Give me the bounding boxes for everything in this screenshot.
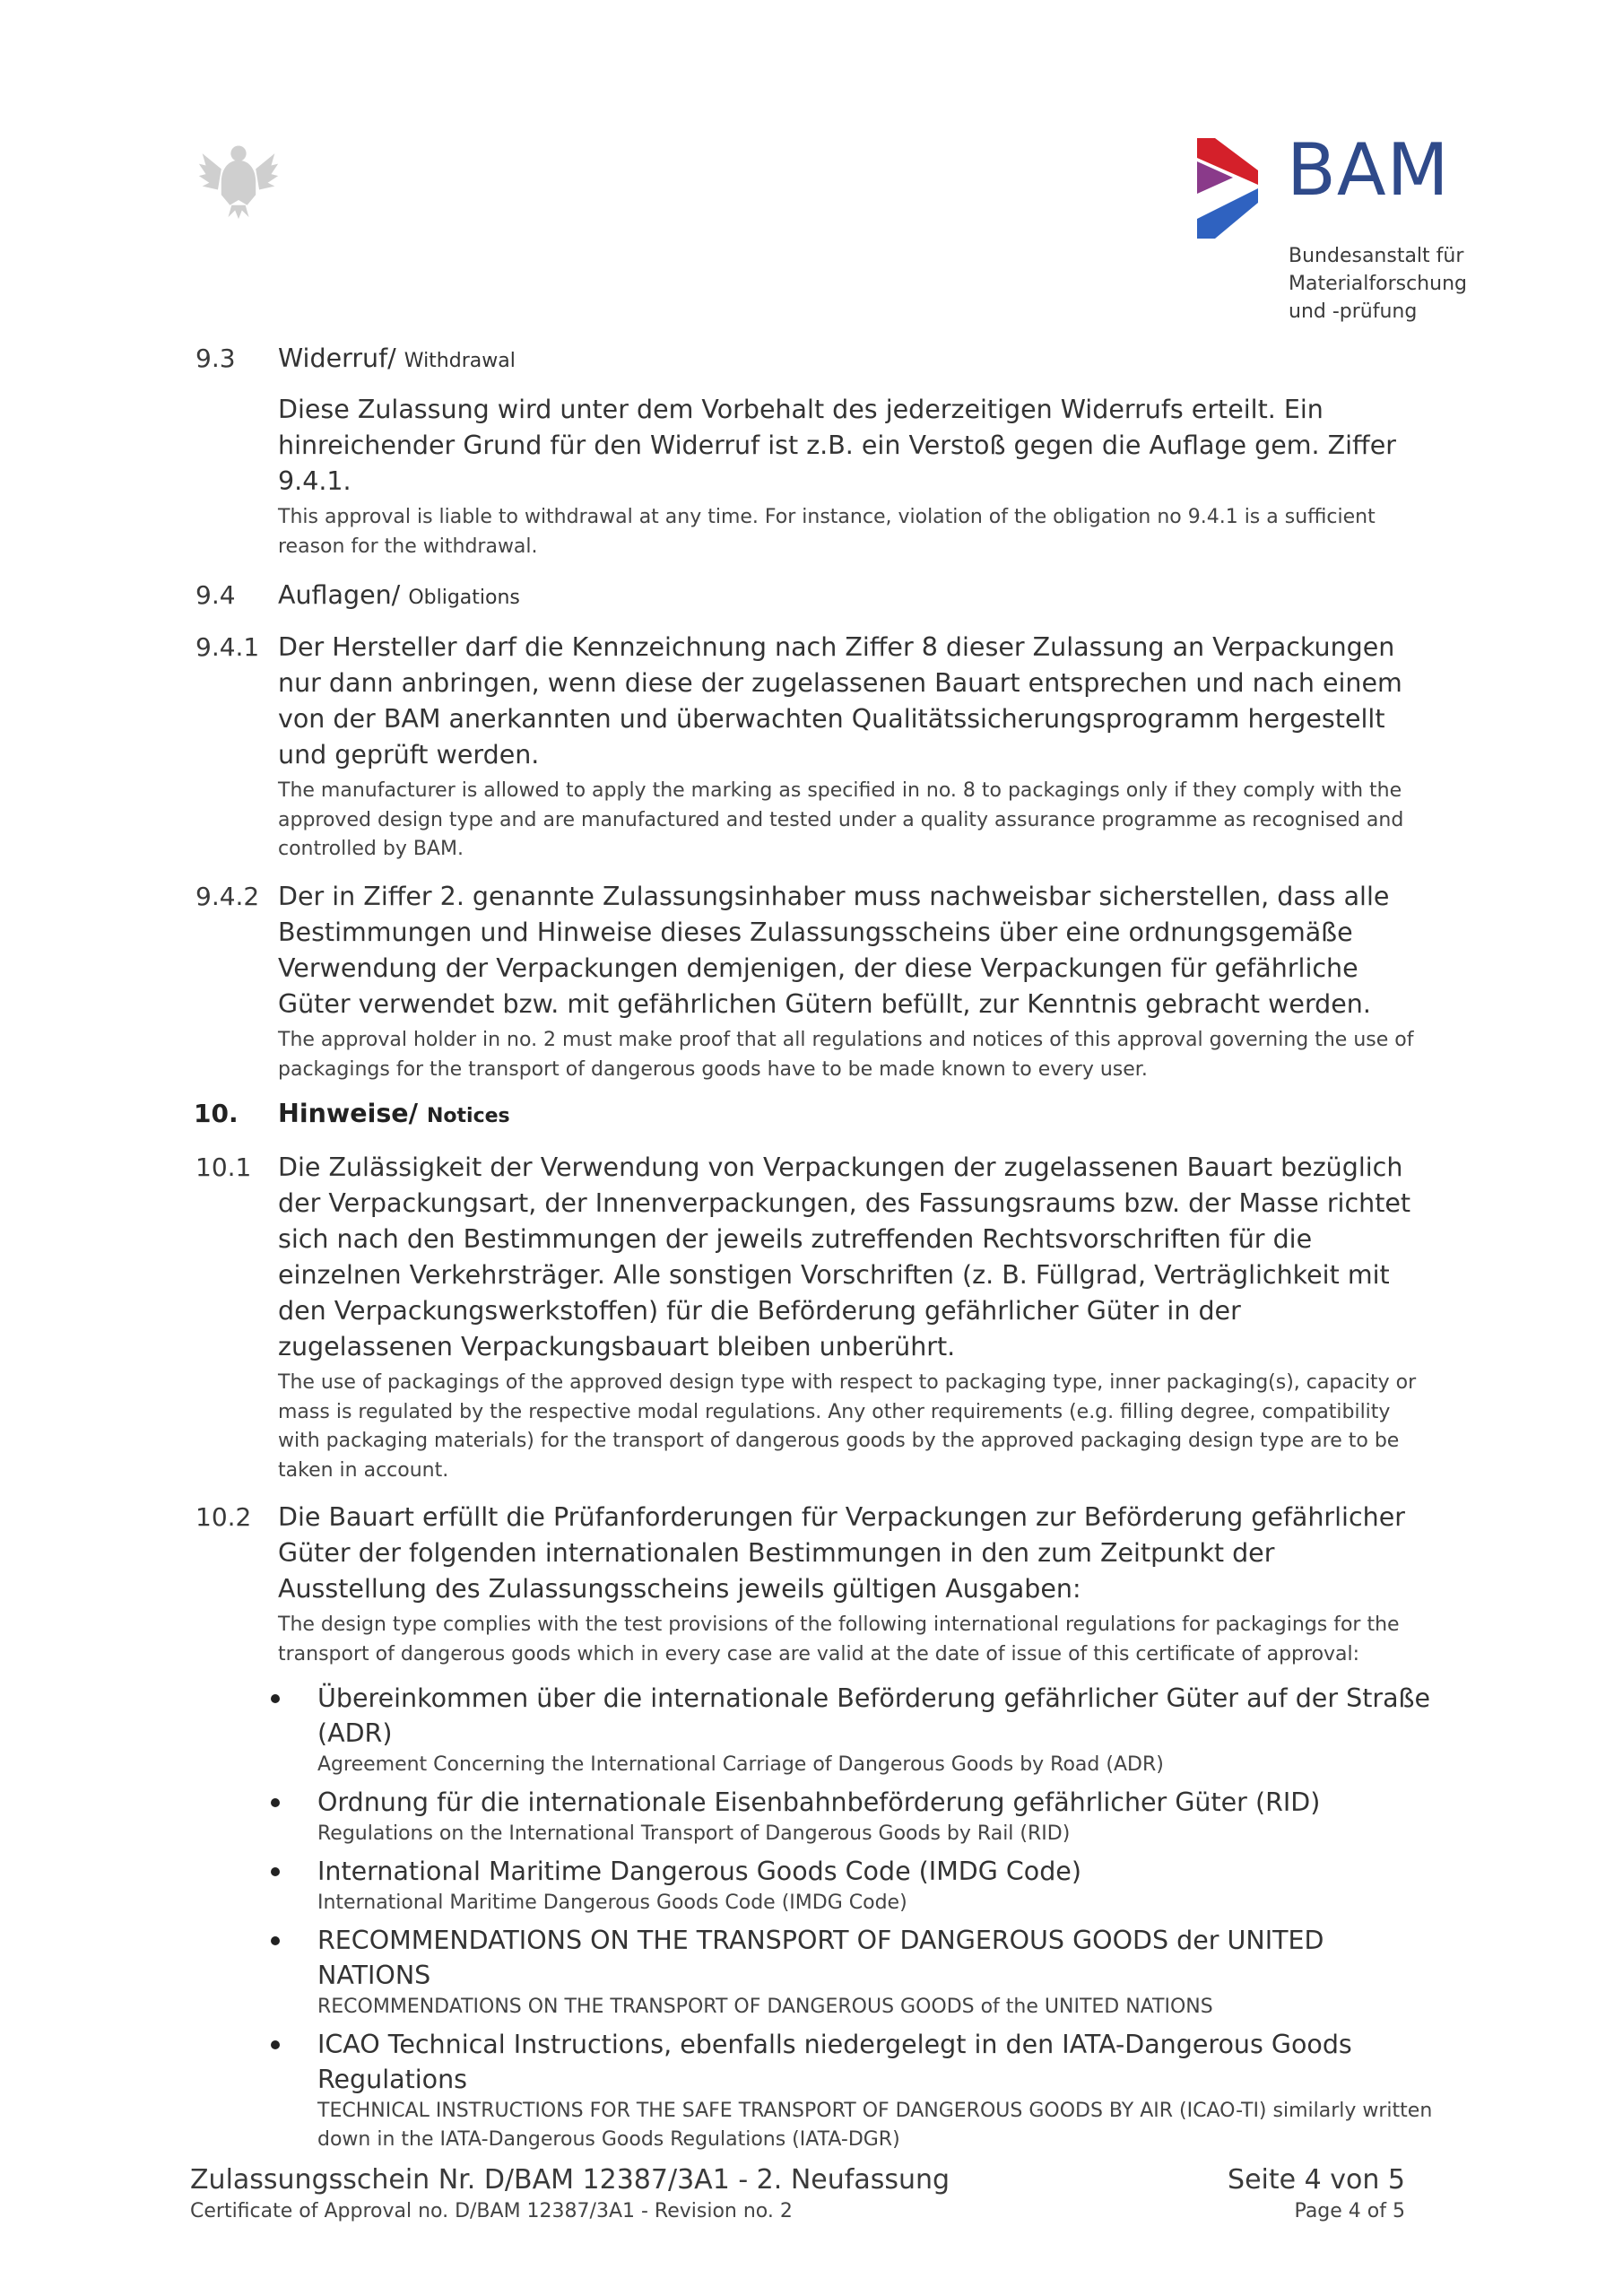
bam-logo xyxy=(1197,128,1610,341)
item-en: Regulations on the International Transport of Dangerous Goods by Rail (RID) xyxy=(317,1822,1071,1845)
section-body xyxy=(278,1096,1417,1135)
bullet-icon xyxy=(271,1867,280,1876)
text-de: Der in Ziffer 2. genannte Zulassungsinhaber muss nachweisbar sicherstellen, dass alle Bestimmungen und Hinweise dieses Zulassungsscheins über eine ordnungsgemäße Verwendung der Verpackungen demjenigen, der diese Verpackungen für gefährliche Güter verwendet bzw. mit gefährlichen Gütern befüllt, zur Kenntnis gebracht werden. xyxy=(278,882,1390,1019)
bullet-icon xyxy=(271,1936,280,1945)
text-de: Diese Zulassung wird unter dem Vorbehalt des jederzeitigen Widerrufs erteilt. Ein hinreichender Grund für den Widerruf ist z.B. ein Verstoß gegen die Auflage gem. Ziffer 9.4.1. xyxy=(278,395,1396,496)
logo-subtitle-line: Bundesanstalt für xyxy=(1289,245,1464,267)
logo-subtitle-line: Materialforschung xyxy=(1289,273,1467,295)
page-number-en: Page 4 of 5 xyxy=(1294,2200,1405,2222)
item-en: International Maritime Dangerous Goods Code (IMDG Code) xyxy=(317,1892,907,1914)
section-number: 9.3 xyxy=(195,344,236,373)
heading-en: Withdrawal xyxy=(404,350,516,372)
logo-text: BAM xyxy=(1287,128,1450,212)
bullet-icon xyxy=(271,1694,280,1703)
text-en: The design type complies with the test provisions of the following international regulations for packagings for the transport of dangerous goods which in every case are valid at the date of issue of this certificate of approval: xyxy=(278,1613,1400,1665)
page-number xyxy=(1228,2163,1405,2226)
section-number: 9.4.1 xyxy=(195,632,260,662)
section-body xyxy=(278,578,1417,616)
section-body xyxy=(278,1500,1417,1669)
section-number: 9.4.2 xyxy=(195,882,260,911)
section-heading xyxy=(278,578,1417,616)
bam-logo-mark-icon xyxy=(1197,138,1260,239)
section-body xyxy=(278,879,1417,1084)
certificate-number-de: Zulassungsschein Nr. D/BAM 12387/3A1 - 2. Neufassung xyxy=(190,2164,950,2196)
heading-en: Obligations xyxy=(408,587,520,609)
item-de: ICAO Technical Instructions, ebenfalls niedergelegt in den IATA-Dangerous Goods Regulations xyxy=(317,2030,1352,2094)
text-de: Der Hersteller darf die Kennzeichnung nach Ziffer 8 dieser Zulassung an Verpackungen nur dann anbringen, wenn diese der zugelassenen Bauart entsprechen und nach einem von der BAM anerkannten und überwachten Qualitätssicherungsprogramm hergestellt und geprüft werden. xyxy=(278,632,1402,770)
text-de: Die Zulässigkeit der Verwendung von Verpackungen der zugelassenen Bauart bezüglich der Verpackungsart, der Innenverpackungen, des Fassungsraums bzw. der Masse richtet sich nach den Bestimmungen der jeweils zutreffenden Rechtsvorschriften für die einzelnen Verkehrsträger. Alle sonstigen Vorschriften (z. B. Füllgrad, Verträglichkeit mit den Verpackungswerkstoffen) für die Beförderung gefährlicher Güter in der zugelassenen Verpackungsbauart bleiben unberührt. xyxy=(278,1152,1411,1361)
heading-en: Notices xyxy=(426,1105,510,1127)
text-de: Die Bauart erfüllt die Prüfanforderungen für Verpackungen zur Beförderung gefährlicher Güter der folgenden internationalen Bestimmungen in den zum Zeitpunkt der Ausstellung des Zulassungsscheins jeweils gültigen Ausgaben: xyxy=(278,1502,1405,1604)
section-body xyxy=(278,341,1417,561)
text-en: The approval holder in no. 2 must make proof that all regulations and notices of this approval governing the use of packagings for the transport of dangerous goods have to be made known to every user. xyxy=(278,1029,1414,1081)
heading-de: Auflagen/ xyxy=(278,580,401,610)
list-item xyxy=(260,1923,1435,2022)
section-body xyxy=(278,1150,1417,1485)
page-footer xyxy=(190,2163,1405,2226)
section-number: 10.1 xyxy=(195,1152,252,1182)
section-heading xyxy=(278,1096,1417,1135)
list-item xyxy=(260,2027,1435,2154)
item-de: RECOMMENDATIONS ON THE TRANSPORT OF DANGEROUS GOODS der UNITED NATIONS xyxy=(317,1926,1324,1990)
item-de: Übereinkommen über die internationale Beförderung gefährlicher Güter auf der Straße (ADR) xyxy=(317,1683,1431,1748)
section-heading xyxy=(278,341,1417,379)
item-de: Ordnung für die internationale Eisenbahnbeförderung gefährlicher Güter (RID) xyxy=(317,1787,1321,1817)
item-de: International Maritime Dangerous Goods Code (IMDG Code) xyxy=(317,1857,1081,1886)
text-en: The use of packagings of the approved design type with respect to packaging type, inner packaging(s), capacity or mass is regulated by the respective modal regulations. Any other requirements (e.g. filling degree, compatibility with packaging materials) for the transport of dangerous goods by the approved packaging design type are to be taken in account. xyxy=(278,1371,1417,1482)
list-item xyxy=(260,1681,1435,1779)
heading-de: Widerruf/ xyxy=(278,344,396,373)
bullet-icon xyxy=(271,2040,280,2049)
logo-subtitle xyxy=(1289,242,1467,326)
section-body xyxy=(278,630,1417,865)
list-item xyxy=(260,1854,1435,1918)
item-en: TECHNICAL INSTRUCTIONS FOR THE SAFE TRANSPORT OF DANGEROUS GOODS BY AIR (ICAO-TI) similarly written down in the IATA-Dangerous Goods Regulations (IATA-DGR) xyxy=(317,2100,1433,2151)
bullet-icon xyxy=(271,1798,280,1807)
section-number: 9.4 xyxy=(195,580,236,610)
heading-de: Hinweise/ xyxy=(278,1099,419,1128)
section-number: 10. xyxy=(194,1099,239,1128)
list-item xyxy=(260,1785,1435,1848)
regulations-list xyxy=(260,1681,1435,2160)
item-en: RECOMMENDATIONS ON THE TRANSPORT OF DANGEROUS GOODS of the UNITED NATIONS xyxy=(317,1996,1213,2018)
section-number: 10.2 xyxy=(195,1502,252,1532)
page-number-de: Seite 4 von 5 xyxy=(1228,2164,1405,2196)
federal-eagle-icon xyxy=(195,135,282,221)
text-en: The manufacturer is allowed to apply the marking as specified in no. 8 to packagings only if they comply with the approved design type and are manufactured and tested under a quality assurance programme as recognised and controlled by BAM. xyxy=(278,779,1404,860)
logo-subtitle-line: und -prüfung xyxy=(1289,300,1418,323)
text-en: This approval is liable to withdrawal at any time. For instance, violation of the obligation no 9.4.1 is a sufficient reason for the withdrawal. xyxy=(278,506,1376,558)
certificate-number-en: Certificate of Approval no. D/BAM 12387/3A1 - Revision no. 2 xyxy=(190,2200,793,2222)
item-en: Agreement Concerning the International Carriage of Dangerous Goods by Road (ADR) xyxy=(317,1753,1164,1776)
